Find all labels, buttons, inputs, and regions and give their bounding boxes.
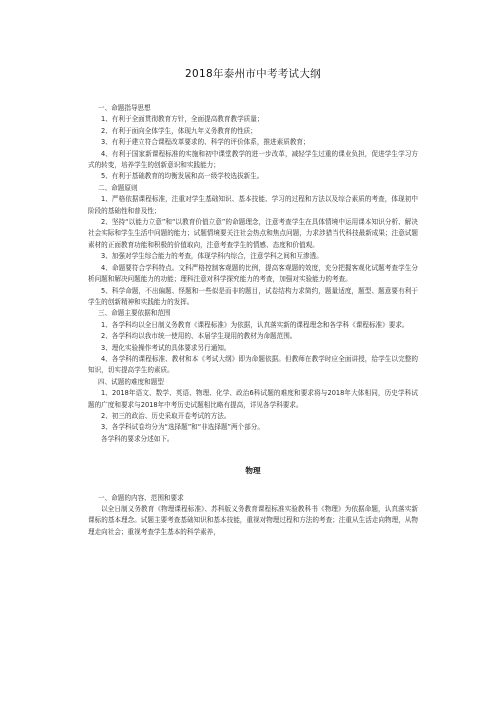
paragraph: 3、理化实验操作考试的具体要求另行通知。: [101, 343, 231, 352]
paragraph: 1、2018年语文、数学、英语、物理、化学、政治6科试题的难度和要求将与2018年大体相同，历史学科试题的广度和要求与2018年中考历史试题相比略有提高，详见各学科要求。: [88, 389, 418, 409]
paragraph: 1、各学科均以全日制义务教育《课程标准》为依据，认真落实新的课程理念和各学科《课程标准》要求。: [101, 320, 409, 329]
paragraph: 4、命题要符合学科特点。文科严格控制客观题的比例，提高客观题的效度，充分把握客观化试题考查学生分析问题和解决问题能力的功能；理科注意对科学探究能力的考查，加强对实验能力的考查。: [88, 263, 418, 284]
document-title: 2018年泰州市中考考试大纲: [185, 68, 321, 80]
paragraph: 3、有利于建立符合课程改革要求的、科学的评价体系，推进素质教育；: [101, 138, 310, 147]
paragraph: 1、有利于全面贯彻教育方针，全面提高教育教学质量；: [101, 115, 264, 124]
subject-heading: 物理: [245, 466, 261, 476]
paragraph: 以全日制义务教育《物理课程标准》、苏科版义务教育课程标准实验教科书《物理》为依据命题，认真落实新课标的基本理念。试题主要考查基础知识和基本技能，重视对物理过程和方法的考查；注重从生活走向物理，从物理走向社会；重视考查学生基本的科学素养，: [88, 505, 418, 536]
paragraph: 各学科的要求分述如下。: [101, 434, 174, 443]
paragraph: 1、严格依据课程标准，注重对学生基础知识、基本技能、学习的过程和方法以及综合素质的考查，体现初中阶段的基础性和普及性；: [88, 195, 418, 215]
paragraph: 5、科学命题，不出偏题、怪题和一些似是而非的题目，试卷结构力求简约，题量适度，题型、题意要有利于学生的创新精神和实践能力的发挥。: [88, 286, 418, 306]
paragraph: 2、各学科均以我市统一使用的、本届学生现用的教材为命题范围。: [101, 332, 297, 341]
paragraph: 3、各学科试卷均分为“选择题”和“非选择题”两个部分。: [101, 423, 264, 432]
paragraph: 2、初三的政治、历史采取开卷考试的方法。: [101, 411, 231, 420]
section-heading: 四、试题的难度和题型: [98, 377, 164, 386]
paragraph: 3、加强对学生综合能力的考查，体现学科内综合，注意学科之间和互渗透。: [101, 252, 323, 261]
section-heading: 一、命题指导思想: [98, 104, 151, 112]
section-heading: 一、命题的内容、范围和要求: [98, 493, 184, 502]
paragraph: 5、有利于基础教育的均衡发展和高一级学校选拔新生。: [101, 172, 264, 181]
paragraph: 2、坚持“以能力立意”和“以教育价值立意”的命题理念，注意考查学生在具体情境中运用课本知识分析、解决社会实际和学生生活中问题的能力；试题情境要关注社会热点和焦点问题，力求涉猎当代科技最新成果；注意试题素材的正面教育功能和积极的价值取向，注意考查学生的情感、态度和价值观。: [88, 218, 418, 249]
section-heading: 三、命题主要依据和范围: [98, 309, 171, 318]
section-heading: 二、命题原则: [98, 183, 138, 192]
paragraph: 2、有利于面向全体学生，体现九年义务教育的性质；: [101, 126, 257, 135]
paragraph: 4、有利于国家新课程标准的实施和初中课堂教学的进一步改革，减轻学生过重的课业负担，促进学生学习方式的转变，培养学生的创新意识和实践能力；: [88, 149, 418, 170]
paragraph: 4、各学科的课程标准、教材和本《考试大纲》即为命题依据。但教师在教学时应全面讲授，给学生以完整的知识，切实提高学生的素质。: [88, 354, 418, 375]
document-body: [88, 103, 418, 538]
